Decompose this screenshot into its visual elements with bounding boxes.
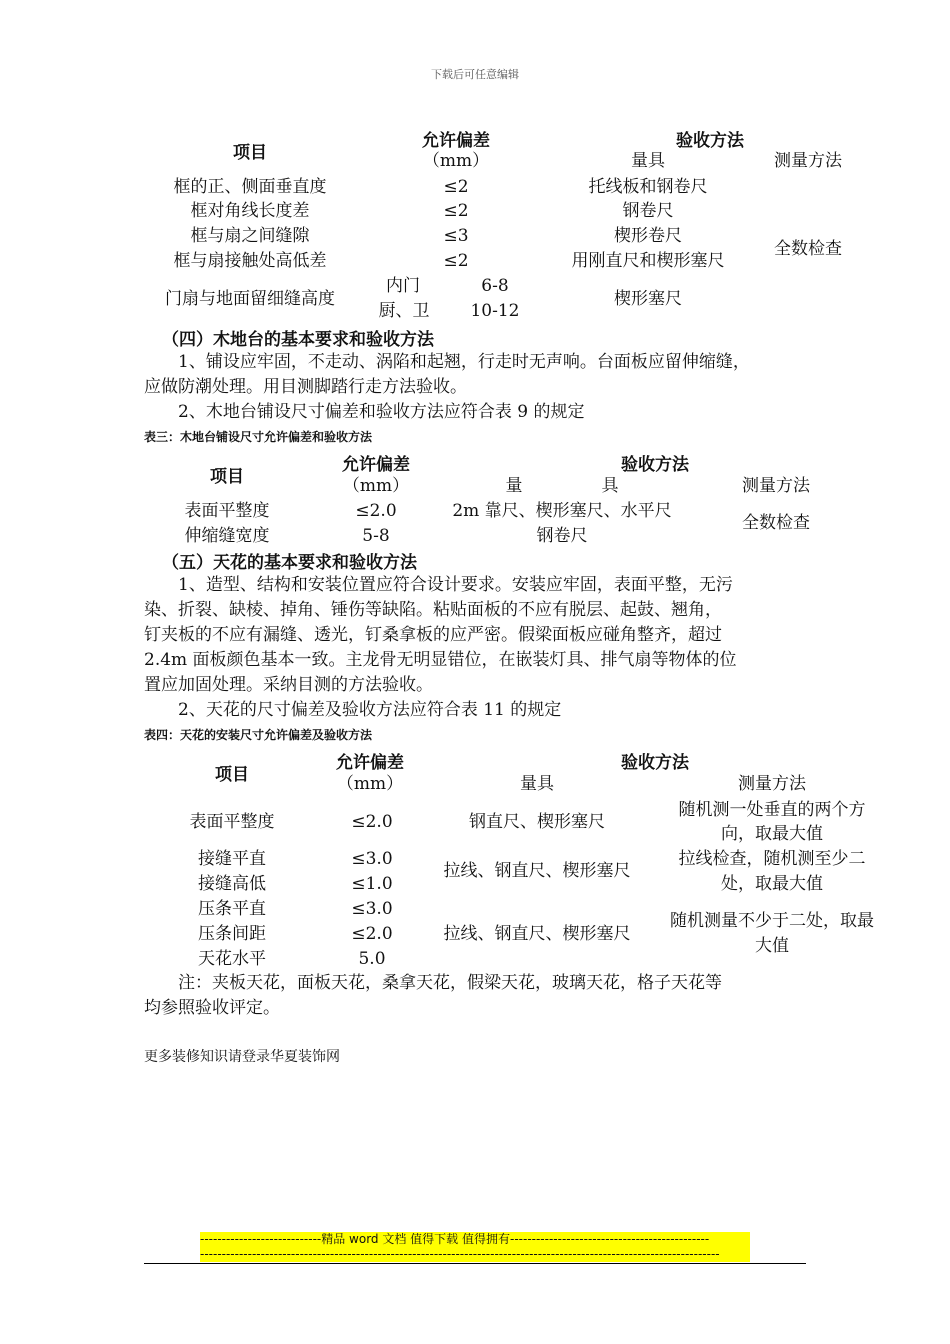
paragraph-line: 钉夹板的不应有漏缝、透光，钉桑拿板的应严密。假梁面板应碰角整齐，超过 (144, 625, 722, 645)
note-line: 均参照验收评定。 (144, 998, 280, 1018)
table-cell: ≤3.0 (351, 899, 393, 919)
table-cell: 厨、卫 (378, 301, 430, 321)
table-cell: 向，取最大值 (721, 824, 823, 844)
paragraph-line: 应做防潮处理。用目测脚踏行走方法验收。 (144, 377, 467, 397)
footer-banner-line1: ----------------------------精品 word 文档 值得下载 值得拥有---------------------------------------------- (200, 1232, 750, 1247)
table-cell: ≤3 (443, 226, 469, 246)
t1-header-tolerance-unit: （mm） (422, 151, 490, 171)
table-cell: 压条间距 (198, 924, 266, 944)
t3-header-tool-b: 具 (601, 476, 619, 496)
note-line: 注：夹板天花，面板天花，桑拿天花，假梁天花，玻璃天花，格子天花等 (178, 973, 722, 993)
t4-header-item: 项目 (215, 765, 249, 785)
table-cell: ≤2.0 (351, 924, 393, 944)
t1-measure-all: 全数检查 (774, 239, 842, 259)
table-cell: ≤2 (443, 251, 469, 271)
table-cell: 5-8 (362, 526, 390, 546)
table-cell: 表面平整度 (184, 501, 270, 521)
table-cell: 2m 靠尺、楔形塞尺、水平尺 (452, 501, 672, 521)
table-caption: 表三：木地台铺设尺寸允许偏差和验收方法 (144, 430, 373, 444)
paragraph-line: 2.4m 面板颜色基本一致。主龙骨无明显错位，在嵌装灯具、排气扇等物体的位 (144, 650, 737, 670)
section-heading: （五）天花的基本要求和验收方法 (162, 553, 417, 573)
t1-header-method: 验收方法 (676, 131, 744, 151)
table-cell: 钢直尺、楔形塞尺 (469, 812, 605, 832)
table-cell: ≤2.0 (355, 501, 397, 521)
table-cell: 随机测量不少于二处，取最 (670, 911, 874, 931)
table-cell: 大值 (755, 936, 789, 956)
table-cell: 框对角线长度差 (190, 201, 310, 221)
t3-measure-all: 全数检查 (742, 513, 810, 533)
t3-header-tool-a: 量 (505, 476, 523, 496)
table-cell: 钢卷尺 (622, 201, 674, 221)
t3-header-tolerance: 允许偏差 (342, 455, 410, 475)
table-cell: 钢卷尺 (536, 526, 588, 546)
t1-header-tolerance: 允许偏差 (422, 131, 490, 151)
t4-header-tool: 量具 (520, 774, 554, 794)
table-cell: 拉线检查，随机测至少二 (678, 849, 866, 869)
table-cell: 框的正、侧面垂直度 (173, 177, 327, 197)
table-caption: 表四：天花的安装尺寸允许偏差及验收方法 (144, 728, 373, 742)
table-cell: 内门 (386, 276, 420, 296)
t4-header-measure: 测量方法 (738, 774, 806, 794)
t4-header-method: 验收方法 (621, 753, 689, 773)
table-cell: 托线板和钢卷尺 (588, 177, 708, 197)
table-cell: 用刚直尺和楔形塞尺 (571, 251, 725, 271)
paragraph-line: 染、折裂、缺棱、掉角、锤伤等缺陷。粘贴面板的不应有脱层、起鼓、翘角， (144, 600, 722, 620)
table-cell: 天花水平 (198, 949, 266, 969)
table-cell: ≤3.0 (351, 849, 393, 869)
table-cell: 拉线、钢直尺、楔形塞尺 (443, 861, 631, 881)
table-cell: 表面平整度 (189, 812, 275, 832)
t3-header-method: 验收方法 (621, 455, 689, 475)
table-cell: 框与扇接触处高低差 (173, 251, 327, 271)
table-cell: 楔形塞尺 (614, 289, 682, 309)
table-cell: 随机测一处垂直的两个方 (678, 800, 866, 820)
table-cell: ≤1.0 (351, 874, 393, 894)
table-cell: 接缝平直 (198, 849, 266, 869)
t3-header-measure: 测量方法 (742, 476, 810, 496)
paragraph-line: 1、造型、结构和安装位置应符合设计要求。安装应牢固，表面平整，无污 (178, 575, 733, 595)
table-cell: 10-12 (470, 301, 520, 321)
table-cell: 5.0 (358, 949, 386, 969)
table-cell: ≤2 (443, 177, 469, 197)
paragraph-line: 2、天花的尺寸偏差及验收方法应符合表 11 的规定 (178, 700, 562, 720)
table-cell: 接缝高低 (198, 874, 266, 894)
table-cell: 处，取最大值 (721, 874, 823, 894)
t1-header-tool: 量具 (631, 151, 665, 171)
table-cell: 伸缩缝宽度 (184, 526, 270, 546)
table-cell: 框与扇之间缝隙 (190, 226, 310, 246)
t1-header-item: 项目 (233, 143, 267, 163)
t3-header-item: 项目 (210, 467, 244, 487)
table-cell: 楔形卷尺 (614, 226, 682, 246)
t1-header-measure: 测量方法 (774, 151, 842, 171)
footer-rule (144, 1263, 806, 1264)
table-cell: ≤2.0 (351, 812, 393, 832)
t4-header-tolerance: 允许偏差 (336, 753, 404, 773)
paragraph-line: 置应加固处理。采纳目测的方法验收。 (144, 675, 433, 695)
more-info-text: 更多装修知识请登录华夏装饰网 (144, 1049, 340, 1065)
paragraph-line: 1、铺设应牢固，不走动、涡陷和起翘，行走时无声响。台面板应留伸缩缝， (178, 352, 750, 372)
table-cell: 拉线、钢直尺、楔形塞尺 (443, 924, 631, 944)
t4-header-tolerance-unit: （mm） (336, 774, 404, 794)
table-cell: 门扇与地面留细缝高度 (165, 289, 335, 309)
table-cell: ≤2 (443, 201, 469, 221)
page-header: 下载后可任意编辑 (431, 68, 519, 81)
table-cell: 压条平直 (198, 899, 266, 919)
paragraph-line: 2、木地台铺设尺寸偏差和验收方法应符合表 9 的规定 (178, 402, 585, 422)
t3-header-tolerance-unit: （mm） (342, 476, 410, 496)
footer-banner-line2: ------------------------------------------------------------------------------------------------------------------------ (200, 1247, 750, 1262)
section-heading: （四）木地台的基本要求和验收方法 (162, 330, 434, 350)
table-cell: 6-8 (481, 276, 509, 296)
